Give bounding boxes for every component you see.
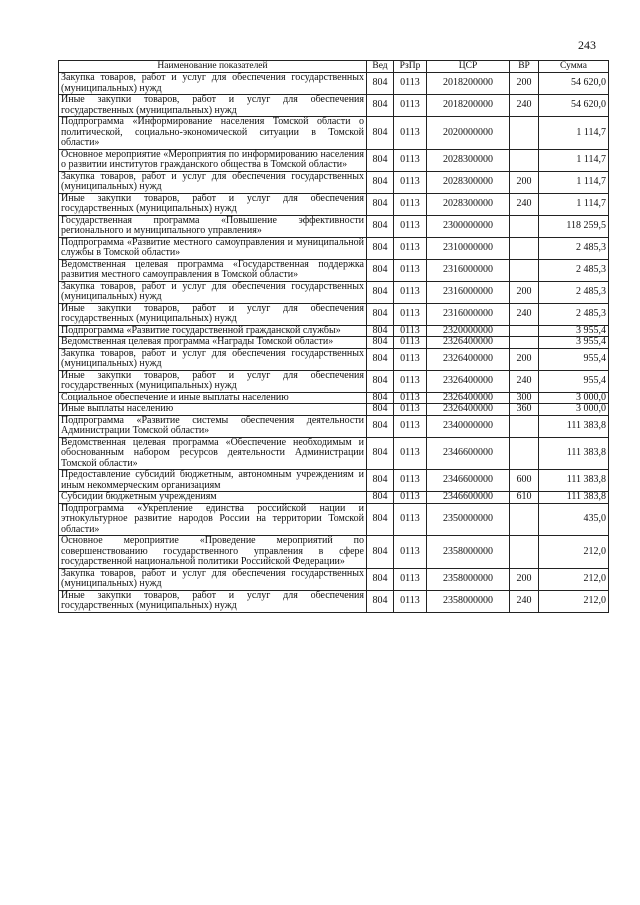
- header-vr: ВР: [510, 61, 539, 73]
- row-csr: 2326400000: [427, 404, 510, 416]
- row-csr: 2326400000: [427, 392, 510, 404]
- table-row: [59, 404, 609, 416]
- table-row: [59, 117, 609, 150]
- row-ved: 804: [367, 237, 394, 259]
- row-sum: 54 620,0: [539, 73, 609, 95]
- row-sum: 3 000,0: [539, 392, 609, 404]
- row-csr: 2028300000: [427, 171, 510, 193]
- table-row: [59, 392, 609, 404]
- row-vr: [510, 237, 539, 259]
- table-row: [59, 193, 609, 215]
- header-name: Наименование показателей: [59, 61, 367, 73]
- row-vr: 200: [510, 281, 539, 303]
- table-row: [59, 492, 609, 504]
- row-ved: 804: [367, 536, 394, 569]
- row-sum: 3 955,4: [539, 337, 609, 349]
- row-name: Иные выплаты населению: [59, 404, 367, 416]
- row-csr: 2018200000: [427, 95, 510, 117]
- row-name: Основное мероприятие «Проведение мероприятий по совершенствованию государственного управления в сфере государственной национальной политики Российской Федерации»: [59, 536, 367, 569]
- row-vr: 360: [510, 404, 539, 416]
- row-sum: 1 114,7: [539, 117, 609, 150]
- row-sum: 54 620,0: [539, 95, 609, 117]
- row-ved: 804: [367, 117, 394, 150]
- row-csr: 2326400000: [427, 348, 510, 370]
- row-name: Подпрограмма «Развитие системы обеспечения деятельности Администрации Томской области»: [59, 415, 367, 437]
- row-vr: 240: [510, 303, 539, 325]
- row-rzpr: 0113: [394, 237, 427, 259]
- row-ved: 804: [367, 281, 394, 303]
- row-csr: 2346600000: [427, 437, 510, 470]
- row-rzpr: 0113: [394, 568, 427, 590]
- header-csr: ЦСР: [427, 61, 510, 73]
- row-ved: 804: [367, 215, 394, 237]
- table-row: [59, 415, 609, 437]
- row-vr: 200: [510, 348, 539, 370]
- row-vr: [510, 259, 539, 281]
- row-rzpr: 0113: [394, 437, 427, 470]
- row-rzpr: 0113: [394, 149, 427, 171]
- row-csr: 2300000000: [427, 215, 510, 237]
- row-sum: 1 114,7: [539, 149, 609, 171]
- row-csr: 2028300000: [427, 149, 510, 171]
- row-rzpr: 0113: [394, 303, 427, 325]
- row-csr: 2326400000: [427, 370, 510, 392]
- table-header-row: [59, 61, 609, 73]
- row-rzpr: 0113: [394, 281, 427, 303]
- row-name: Иные закупки товаров, работ и услуг для обеспечения государственных (муниципальных) нужд: [59, 590, 367, 612]
- row-rzpr: 0113: [394, 503, 427, 536]
- row-csr: 2358000000: [427, 568, 510, 590]
- row-ved: 804: [367, 348, 394, 370]
- header-sum: Сумма: [539, 61, 609, 73]
- row-sum: 1 114,7: [539, 171, 609, 193]
- row-ved: 804: [367, 95, 394, 117]
- row-vr: 200: [510, 171, 539, 193]
- row-ved: 804: [367, 492, 394, 504]
- row-csr: 2358000000: [427, 590, 510, 612]
- row-csr: 2316000000: [427, 259, 510, 281]
- row-rzpr: 0113: [394, 73, 427, 95]
- row-csr: 2350000000: [427, 503, 510, 536]
- row-ved: 804: [367, 415, 394, 437]
- row-ved: 804: [367, 404, 394, 416]
- row-rzpr: 0113: [394, 193, 427, 215]
- row-sum: 955,4: [539, 348, 609, 370]
- row-ved: 804: [367, 337, 394, 349]
- row-name: Ведомственная целевая программа «Награды Томской области»: [59, 337, 367, 349]
- row-vr: 200: [510, 73, 539, 95]
- row-sum: 111 383,8: [539, 415, 609, 437]
- row-ved: 804: [367, 370, 394, 392]
- row-ved: 804: [367, 437, 394, 470]
- table-row: [59, 337, 609, 349]
- table-row: [59, 237, 609, 259]
- row-csr: 2346600000: [427, 492, 510, 504]
- table-row: [59, 590, 609, 612]
- row-name: Закупка товаров, работ и услуг для обеспечения государственных (муниципальных) нужд: [59, 73, 367, 95]
- row-rzpr: 0113: [394, 404, 427, 416]
- row-sum: 212,0: [539, 590, 609, 612]
- row-sum: 2 485,3: [539, 259, 609, 281]
- row-vr: 240: [510, 193, 539, 215]
- row-sum: 2 485,3: [539, 303, 609, 325]
- row-sum: 955,4: [539, 370, 609, 392]
- row-vr: 240: [510, 590, 539, 612]
- row-name: Иные закупки товаров, работ и услуг для обеспечения государственных (муниципальных) нужд: [59, 303, 367, 325]
- row-name: Иные закупки товаров, работ и услуг для обеспечения государственных (муниципальных) нужд: [59, 95, 367, 117]
- row-ved: 804: [367, 470, 394, 492]
- row-rzpr: 0113: [394, 325, 427, 337]
- row-vr: [510, 337, 539, 349]
- row-vr: 600: [510, 470, 539, 492]
- row-rzpr: 0113: [394, 470, 427, 492]
- row-vr: [510, 325, 539, 337]
- row-ved: 804: [367, 171, 394, 193]
- row-csr: 2018200000: [427, 73, 510, 95]
- row-name: Ведомственная целевая программа «Государственная поддержка развития местного самоуправления в Томской области»: [59, 259, 367, 281]
- table-row: [59, 281, 609, 303]
- row-name: Подпрограмма «Информирование населения Томской области о политической, социально-экономической ситуации в Томской области»: [59, 117, 367, 150]
- row-name: Подпрограмма «Развитие государственной гражданской службы»: [59, 325, 367, 337]
- row-vr: [510, 536, 539, 569]
- row-name: Субсидии бюджетным учреждениям: [59, 492, 367, 504]
- row-ved: 804: [367, 392, 394, 404]
- row-sum: 212,0: [539, 568, 609, 590]
- row-sum: 1 114,7: [539, 193, 609, 215]
- header-rzpr: РзПр: [394, 61, 427, 73]
- row-rzpr: 0113: [394, 95, 427, 117]
- row-ved: 804: [367, 325, 394, 337]
- table-row: [59, 259, 609, 281]
- row-rzpr: 0113: [394, 415, 427, 437]
- page-number: 243: [578, 38, 596, 52]
- row-csr: 2316000000: [427, 303, 510, 325]
- row-rzpr: 0113: [394, 348, 427, 370]
- row-vr: 240: [510, 370, 539, 392]
- table-row: [59, 303, 609, 325]
- row-sum: 3 955,4: [539, 325, 609, 337]
- table-row: [59, 149, 609, 171]
- row-sum: 111 383,8: [539, 492, 609, 504]
- table-row: [59, 370, 609, 392]
- row-name: Закупка товаров, работ и услуг для обеспечения государственных (муниципальных) нужд: [59, 171, 367, 193]
- row-name: Закупка товаров, работ и услуг для обеспечения государственных (муниципальных) нужд: [59, 348, 367, 370]
- row-vr: [510, 437, 539, 470]
- row-sum: 118 259,5: [539, 215, 609, 237]
- row-ved: 804: [367, 73, 394, 95]
- row-ved: 804: [367, 259, 394, 281]
- row-vr: 300: [510, 392, 539, 404]
- table-row: [59, 503, 609, 536]
- row-rzpr: 0113: [394, 536, 427, 569]
- row-name: Подпрограмма «Развитие местного самоуправления и муниципальной службы в Томской области»: [59, 237, 367, 259]
- row-rzpr: 0113: [394, 171, 427, 193]
- row-vr: [510, 117, 539, 150]
- row-vr: [510, 149, 539, 171]
- row-sum: 2 485,3: [539, 237, 609, 259]
- table-row: [59, 568, 609, 590]
- row-sum: 435,0: [539, 503, 609, 536]
- table-row: [59, 348, 609, 370]
- row-name: Подпрограмма «Укрепление единства российской нации и этнокультурное развитие народов России на территории Томской области»: [59, 503, 367, 536]
- row-ved: 804: [367, 503, 394, 536]
- table-row: [59, 325, 609, 337]
- row-csr: 2326400000: [427, 337, 510, 349]
- row-name: Иные закупки товаров, работ и услуг для обеспечения государственных (муниципальных) нужд: [59, 193, 367, 215]
- table-row: [59, 437, 609, 470]
- row-rzpr: 0113: [394, 259, 427, 281]
- table-row: [59, 470, 609, 492]
- row-csr: 2340000000: [427, 415, 510, 437]
- row-vr: 610: [510, 492, 539, 504]
- budget-table: [58, 60, 609, 613]
- row-name: Государственная программа «Повышение эффективности регионального и муниципального управления»: [59, 215, 367, 237]
- row-rzpr: 0113: [394, 392, 427, 404]
- row-rzpr: 0113: [394, 215, 427, 237]
- row-csr: 2346600000: [427, 470, 510, 492]
- row-csr: 2358000000: [427, 536, 510, 569]
- row-name: Предоставление субсидий бюджетным, автономным учреждениям и иным некоммерческим организациям: [59, 470, 367, 492]
- row-sum: 111 383,8: [539, 470, 609, 492]
- row-rzpr: 0113: [394, 117, 427, 150]
- row-vr: [510, 415, 539, 437]
- row-sum: 212,0: [539, 536, 609, 569]
- row-sum: 2 485,3: [539, 281, 609, 303]
- row-name: Закупка товаров, работ и услуг для обеспечения государственных (муниципальных) нужд: [59, 568, 367, 590]
- row-name: Социальное обеспечение и иные выплаты населению: [59, 392, 367, 404]
- row-rzpr: 0113: [394, 370, 427, 392]
- row-name: Иные закупки товаров, работ и услуг для обеспечения государственных (муниципальных) нужд: [59, 370, 367, 392]
- row-sum: 111 383,8: [539, 437, 609, 470]
- row-csr: 2310000000: [427, 237, 510, 259]
- row-vr: [510, 215, 539, 237]
- row-vr: [510, 503, 539, 536]
- row-name: Закупка товаров, работ и услуг для обеспечения государственных (муниципальных) нужд: [59, 281, 367, 303]
- table-row: [59, 95, 609, 117]
- row-vr: 240: [510, 95, 539, 117]
- table-row: [59, 73, 609, 95]
- row-csr: 2020000000: [427, 117, 510, 150]
- row-name: Основное мероприятие «Мероприятия по информированию населения о развитии институтов гражданского общества в Томской области»: [59, 149, 367, 171]
- row-ved: 804: [367, 149, 394, 171]
- table-row: [59, 215, 609, 237]
- row-ved: 804: [367, 303, 394, 325]
- row-ved: 804: [367, 568, 394, 590]
- header-ved: Вед: [367, 61, 394, 73]
- row-ved: 804: [367, 590, 394, 612]
- row-name: Ведомственная целевая программа «Обеспечение необходимым и обоснованным набором ресурсов деятельности Администрации Томской области»: [59, 437, 367, 470]
- row-csr: 2316000000: [427, 281, 510, 303]
- table-row: [59, 536, 609, 569]
- row-csr: 2028300000: [427, 193, 510, 215]
- row-sum: 3 000,0: [539, 404, 609, 416]
- row-rzpr: 0113: [394, 590, 427, 612]
- row-rzpr: 0113: [394, 492, 427, 504]
- row-vr: 200: [510, 568, 539, 590]
- table-row: [59, 171, 609, 193]
- row-csr: 2320000000: [427, 325, 510, 337]
- row-rzpr: 0113: [394, 337, 427, 349]
- row-ved: 804: [367, 193, 394, 215]
